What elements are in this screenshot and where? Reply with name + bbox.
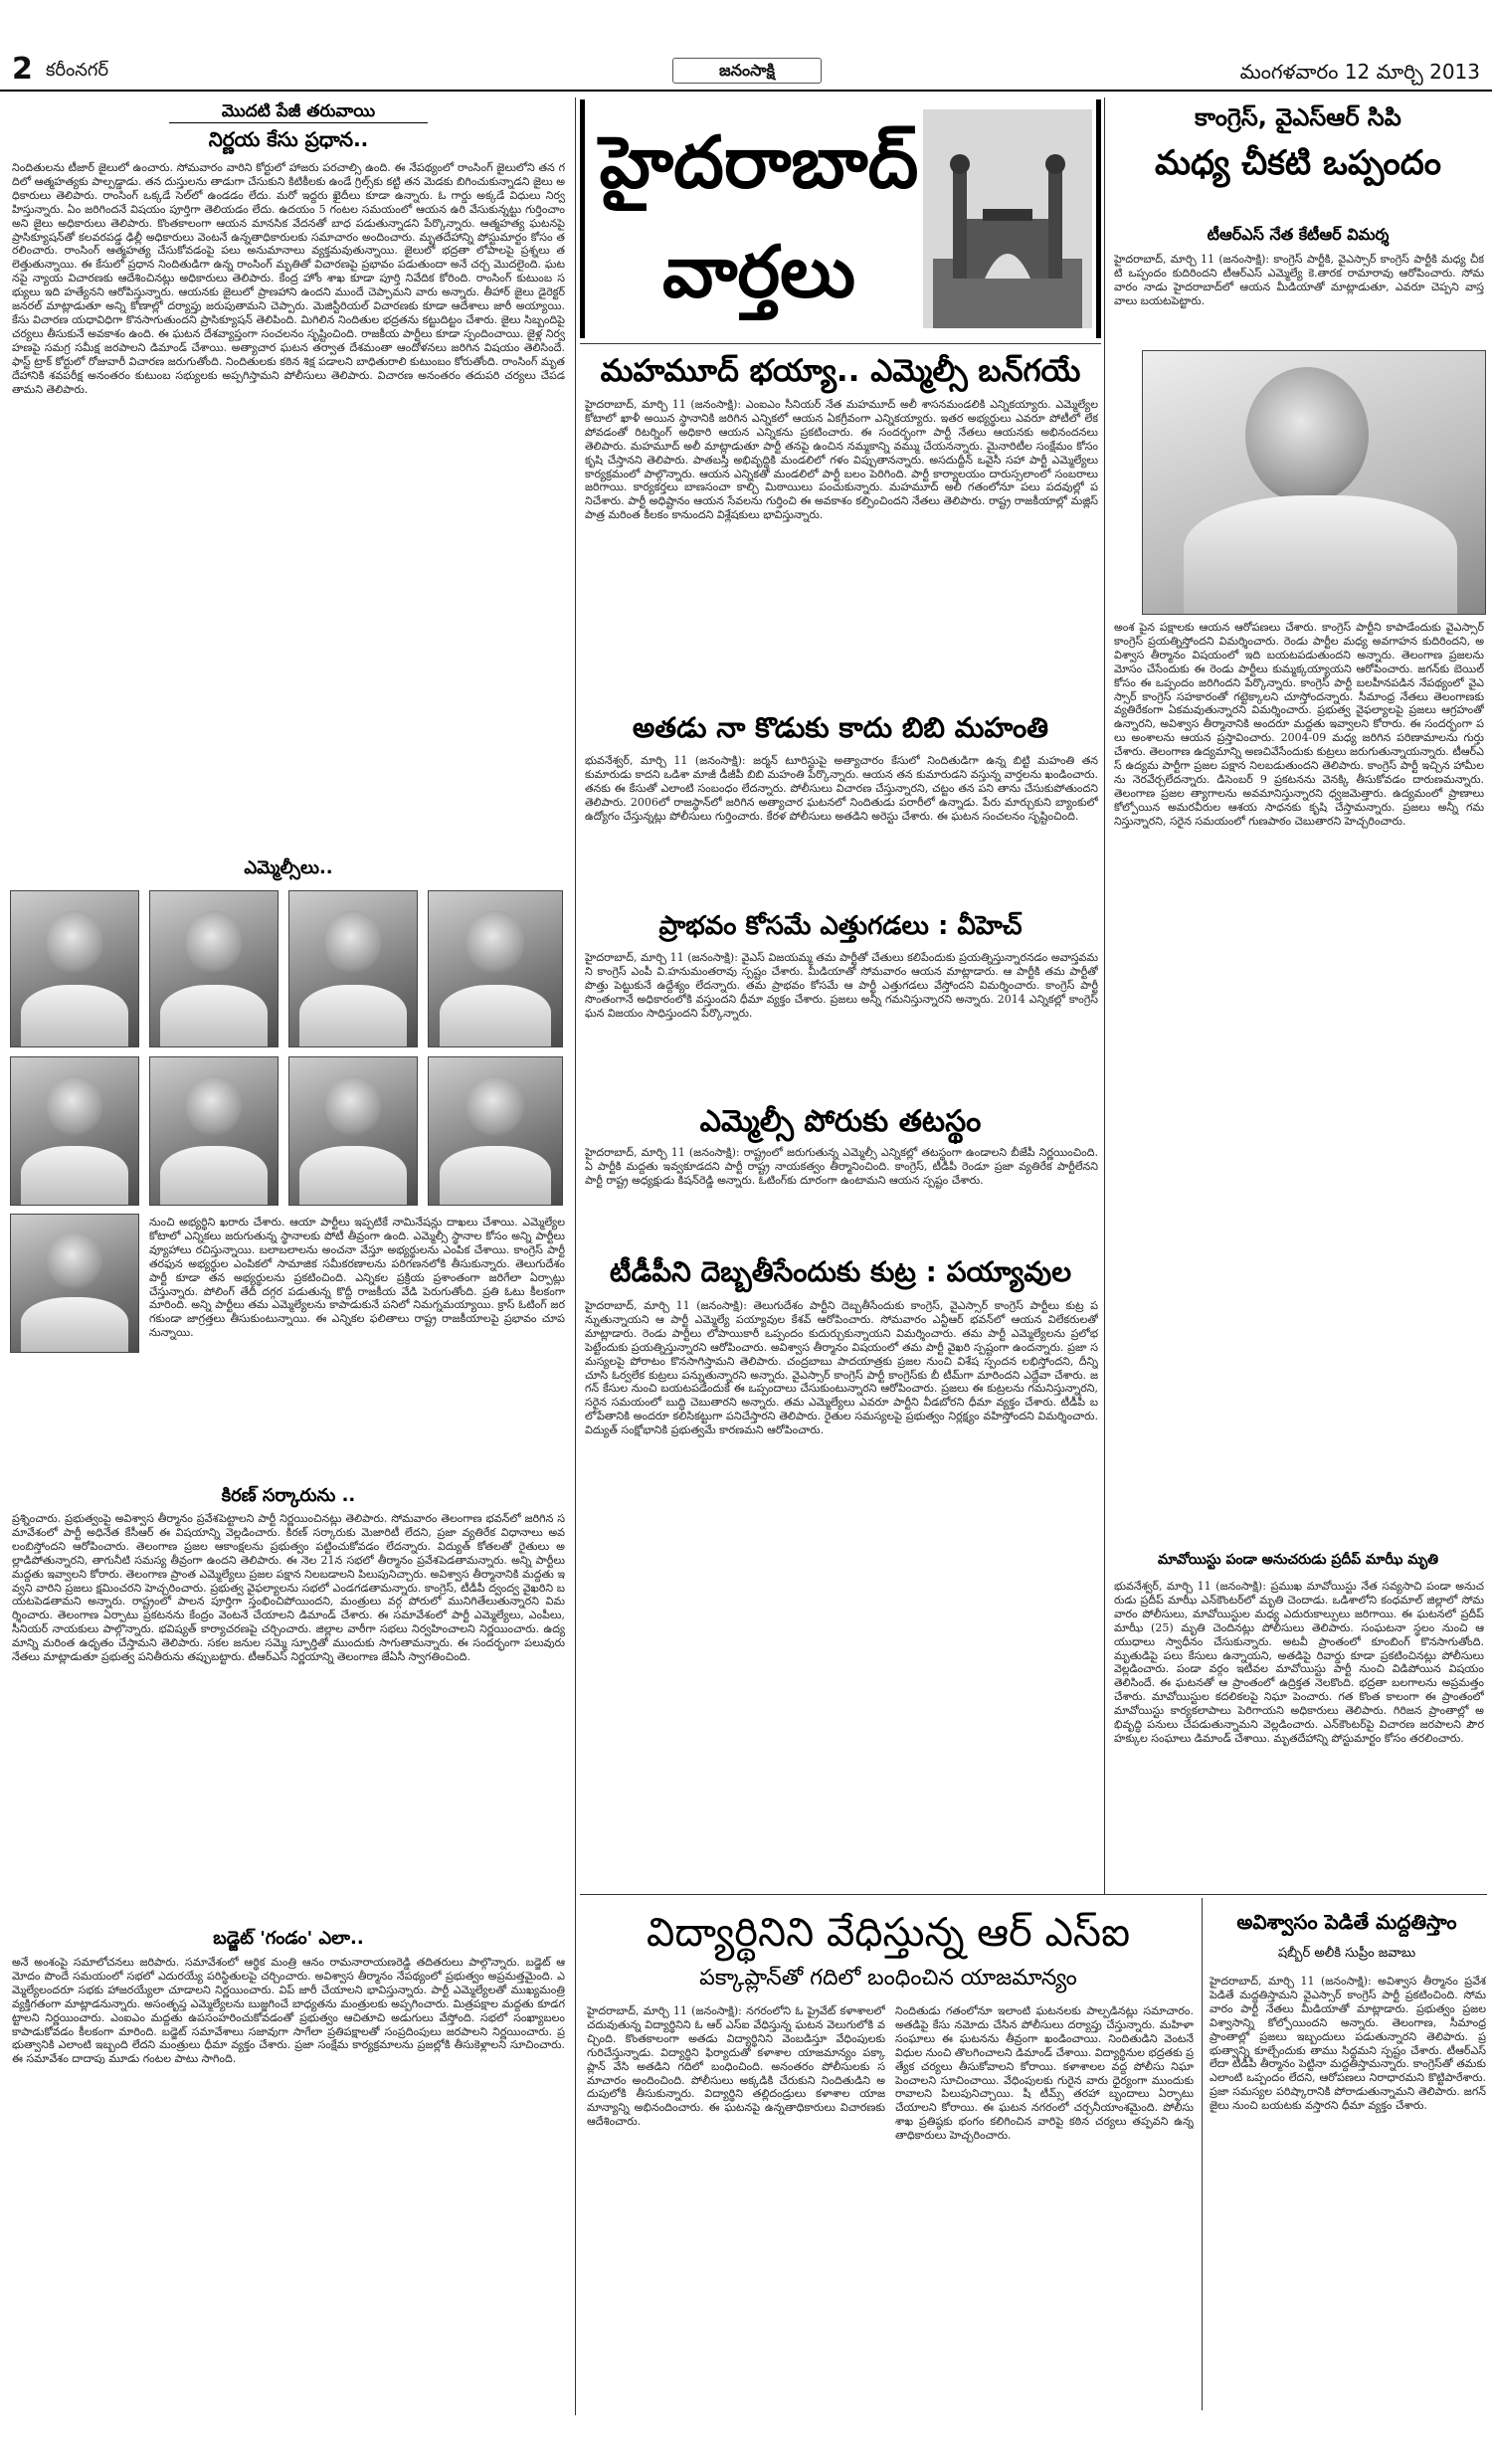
ktr-body: అంశ పైన పక్షాలకు ఆయన ఆరోపణలు చేశారు. కాంగ్రెస్ పార్టీని కాపాడేందుకు వైఎస్సార్ కాంగ్రెస్ ప్రయత్నిస్తోందని విమర్శించారు. రెండు పార్టీల మధ్య అవగాహన కుదిరిందని, అవిశ్వాస తీర్మానం విషయంలో ఇది బయటపడుతుందని అన్నారు. తెలంగాణ ప్రజలను మోసం చేసేందుకు ఈ రెండు పార్టీలు కుమ్మక్కయ్యాయని ఆరోపించారు. జగన్‌కు బెయిల్ కోసం ఈ ఒప్పందం జరిగిందని పేర్కొన్నారు. కాంగ్రెస్ పార్టీ బలహీనపడిన నేపథ్యంలో వైఎస్సార్ కాంగ్రెస్ సహకారంతో గట్టెక్కాలని చూస్తోందన్నారు. సీమాంధ్ర నేతలు తెలంగాణకు వ్యతిరేకంగా ఏకమవుతున్నారని విమర్శించారు. ప్రభుత్వ వైఫల్యాలపై ప్రజలు ఆగ్రహంతో ఉన్నారని, అవిశ్వాస తీర్మానానికి అందరూ మద్దతు ఇవ్వాలని కోరారు. ఈ సందర్భంగా పలు అంశాలను ఆయన ప్రస్తావించారు. 2004-09 మధ్య జరిగిన పరిణామాలను గుర్తు చేశారు. తెలంగాణ ఉద్యమాన్ని అణచివేసేందుకు కుట్రలు జరుగుతున్నాయన్నారు. టీఆర్ఎస్ ఉద్యమ పార్టీగా ప్రజల పక్షాన నిలబడుతుందని తెలిపారు. కాంగ్రెస్ పార్టీ ఇచ్చిన హామీలను నెరవేర్చలేదన్నారు. డిసెంబర్ 9 ప్రకటనను వెనక్కి తీసుకోవడం దారుణమన్నారు. తెలంగాణ ప్రజల త్యాగాలను అవమానిస్తున్నారని ధ్వజమెత్తారు. ఉద్యమంలో ప్రాణాలు కోల్పోయిన అమరవీరుల ఆశయ సాధనకు కృషి చేస్తామన్నారు. ప్రజలు అన్నీ గమనిస్తున్నారని, సరైన సమయంలో గుణపాఠం చెబుతారని హెచ్చరించారు. [1114,621,1484,828]
headline-mahmood: మహమూద్ భయ్యా.. ఎమ్మెల్సీ బన్‌గయే [600,353,1081,389]
subtitle-no-confidence: షబ్బీర్ అలీకి సుప్రీం జవాబు [1277,1946,1416,1961]
headline-maoist: మావోయిస్టు పండా అనుచరుడు ప్రదీప్ మాఝీ మృతి [1157,1552,1439,1568]
body-payyavula: హైదరాబాద్, మార్చి 11 (జనంసాక్షి): తెలుగుదేశం పార్టీని దెబ్బతీసేందుకు కాంగ్రెస్, వైఎస్సార్ కాంగ్రెస్ పార్టీలు కుట్ర పన్నుతున్నాయని ఆ పార్టీ ఎమ్మెల్యే పయ్యావుల కేశవ్ ఆరోపించారు. సోమవారం ఎన్టీఆర్ భవన్‌లో ఆయన విలేకరులతో మాట్లాడారు. రెండు పార్టీలు లోపాయికారీ ఒప్పందం కుదుర్చుకున్నాయని విమర్శించారు. తమ పార్టీ ఎమ్మెల్యేలను ప్రలోభపెట్టేందుకు ప్రయత్నిస్తున్నారని ఆరోపించారు. అవిశ్వాస తీర్మానం విషయంలో తమ పార్టీ వైఖరి స్పష్టంగా ఉందన్నారు. ప్రజా సమస్యలపై పోరాటం కొనసాగిస్తామని తెలిపారు. చంద్రబాబు పాదయాత్రకు ప్రజల నుంచి విశేష స్పందన లభిస్తోందని, దీన్ని చూసి ఓర్వలేక కుట్రలు పన్నుతున్నారని అన్నారు. వైఎస్సార్ కాంగ్రెస్ పార్టీ కాంగ్రెస్‌కు బీ టీమ్‌గా మారిందని ఎద్దేవా చేశారు. జగన్ కేసుల నుంచి బయటపడేందుకే ఈ ఒప్పందాలు చేసుకుంటున్నారని ఆరోపించారు. ప్రజలు ఈ కుట్రలను గమనిస్తున్నారని, సరైన సమయంలో బుద్ధి చెబుతారని అన్నారు. తమ ఎమ్మెల్యేలు ఎవరూ పార్టీని వీడబోరని ధీమా వ్యక్తం చేశారు. టీడీపీ బలోపేతానికి అందరూ కలిసికట్టుగా పనిచేస్తారని తెలిపారు. రైతుల సమస్యలపై ప్రభుత్వం నిర్లక్ష్యం వహిస్తోందని విమర్శించారు. విద్యుత్ సంక్షోభానికి ప్రభుత్వమే కారణమని ఆరోపించారు. [585,1299,1098,1437]
body-rsi-a: హైదరాబాద్, మార్చి 11 (జనంసాక్షి): నగరంలోని ఓ ప్రైవేట్ కళాశాలలో చదువుతున్న విద్యార్థినిని ఓ ఆర్ ఎస్ఐ వేధిస్తున్న ఘటన వెలుగులోకి వచ్చింది. కొంతకాలంగా అతడు విద్యార్థినిని వెంబడిస్తూ వేధింపులకు గురిచేస్తున్నాడు. విద్యార్థిని ఫిర్యాదుతో కళాశాల యాజమాన్యం పక్కా ప్లాన్ వేసి అతడిని గదిలో బంధించింది. అనంతరం పోలీసులకు సమాచారం అందించింది. పోలీసులు అక్కడికి చేరుకుని నిందితుడిని అదుపులోకి తీసుకున్నారు. విద్యార్థిని తల్లిదండ్రులు కళాశాల యాజమాన్యాన్ని అభినందించారు. ఈ ఘటనపై ఉన్నతాధికారులు విచారణకు ఆదేశించారు. [587,2004,885,2129]
body-maoist: భువనేశ్వర్, మార్చి 11 (జనంసాక్షి): ప్రముఖ మావోయిస్టు నేత సవ్యసాచి పండా అనుచరుడు ప్రదీప్ మాఝీ ఎన్‌కౌంటర్‌లో మృతి చెందాడు. ఒడిశాలోని కంధమాల్ జిల్లాలో సోమవారం పోలీసులు, మావోయిస్టుల మధ్య ఎదురుకాల్పులు జరిగాయి. ఈ ఘటనలో ప్రదీప్ మాఝీ (25) మృతి చెందినట్లు పోలీసులు తెలిపారు. సంఘటనా స్థలం నుంచి ఆయుధాలు స్వాధీనం చేసుకున్నారు. అటవీ ప్రాంతంలో కూంబింగ్ కొనసాగుతోంది. మృతుడిపై పలు కేసులు ఉన్నాయని, అతడిపై రివార్డు కూడా ప్రకటించినట్లు పోలీసులు వెల్లడించారు. పండా వర్గం ఇటీవల మావోయిస్టు పార్టీ నుంచి విడిపోయిన విషయం తెలిసిందే. ఈ ఘటనతో ఆ ప్రాంతంలో ఉద్రిక్తత నెలకొంది. భద్రతా బలగాలను అప్రమత్తం చేశారు. మావోయిస్టుల కదలికలపై నిఘా పెంచారు. గత కొంత కాలంగా ఈ ప్రాంతంలో మావోయిస్టు కార్యకలాపాలు పెరిగాయని అధికారులు తెలిపారు. గిరిజన ప్రాంతాల్లో అభివృద్ధి పనులు చేపడుతున్నామని వెల్లడించారు. ఎన్‌కౌంటర్‌పై విచారణ జరపాలని పౌర హక్కుల సంఘాలు డిమాండ్ చేశాయి. మృతదేహాన్ని పోస్టుమార్టం కోసం తరలించారు. [1114,1580,1484,1745]
headline-payyavula: టీడీపీని దెబ్బతీసేందుకు కుట్ర : పయ్యావుల [609,1255,1072,1288]
headline-vh: ప్రాభవం కోసమే ఎత్తుగడలు : వీహెచ్ [658,911,1023,941]
kiran-body: ప్రశ్నించారు. ప్రభుత్వంపై అవిశ్వాస తీర్మానం ప్రవేశపెట్టాలని పార్టీ నిర్ణయించినట్లు తెలిపారు. సోమవారం తెలంగాణ భవన్‌లో జరిగిన సమావేశంలో పార్టీ అధినేత కేసీఆర్ ఈ విషయాన్ని వెల్లడించారు. కిరణ్ సర్కారుకు మెజారిటీ లేదని, ప్రజా వ్యతిరేక విధానాలు అవలంబిస్తోందని ఆరోపించారు. తెలంగాణ ప్రజల ఆకాంక్షలను ప్రభుత్వం పట్టించుకోవడం లేదన్నారు. విద్యుత్ కోతలతో రైతులు అల్లాడిపోతున్నారని, తాగునీటి సమస్య తీవ్రంగా ఉందని తెలిపారు. ఈ నెల 21న సభలో తీర్మానం ప్రవేశపెడతామన్నారు. అన్ని పార్టీలు మద్దతు ఇవ్వాలని కోరారు. తెలంగాణ ప్రాంత ఎమ్మెల్యేలు ప్రజల పక్షాన నిలబడాలని పిలుపునిచ్చారు. అవిశ్వాస తీర్మానానికి మద్దతు ఇవ్వని వారిని ప్రజలు క్షమించరని హెచ్చరించారు. ప్రభుత్వ వైఫల్యాలను సభలో ఎండగడతామన్నారు. కాంగ్రెస్, టీడీపీ ద్వంద్వ వైఖరిని బయటపెడతామని అన్నారు. రాష్ట్రంలో పాలన పూర్తిగా స్తంభించిపోయిందని, మంత్రులు వర్గ పోరులో మునిగితేలుతున్నారని విమర్శించారు. తెలంగాణ ఏర్పాటు ప్రకటనను కేంద్రం వెంటనే చేయాలని డిమాండ్ చేశారు. ఈ సమావేశంలో పార్టీ ఎమ్మెల్యేలు, ఎంపీలు, సీనియర్ నాయకులు పాల్గొన్నారు. భవిష్యత్ కార్యాచరణపై చర్చించారు. జిల్లాల వారీగా సభలు నిర్వహించాలని నిర్ణయించారు. ఉద్యమాన్ని మరింత ఉధృతం చేస్తామని తెలిపారు. సకల జనుల సమ్మె స్ఫూర్తితో ముందుకు సాగుతామన్నారు. ఈ సందర్భంగా పలువురు నేతలు మాట్లాడుతూ ప్రభుత్వ పనితీరును తప్పుబట్టారు. టీఆర్ఎస్ నిర్ణయాన్ని తెలంగాణ జేఏసీ స్వాగతించింది. [12,1512,565,1664]
ktr-title-top: కాంగ్రెస్, వైఎస్ఆర్ సిపి [1195,103,1401,131]
edition-name: కరీంనగర్ [46,60,108,81]
continuation-kicker: మొదటి పేజీ తరువాయి [169,101,428,123]
charminar-image [923,109,1092,328]
bottom-rule [580,1894,1487,1895]
ktr-title-main: మధ్య చీకటి ఒప్పందం [1154,143,1442,183]
body-vh: హైదరాబాద్, మార్చి 11 (జనంసాక్షి): వైఎస్ విజయమ్మ తమ పార్టీతో చేతులు కలిపేందుకు ప్రయత్నిస్తున్నారనడం అవాస్తవమని కాంగ్రెస్ ఎంపీ వి.హనుమంతరావు స్పష్టం చేశారు. మీడియాతో సోమవారం ఆయన మాట్లాడారు. ఆ పార్టీకి తమ పార్టీతో పొత్తు పెట్టుకునే ఉద్దేశ్యం లేదన్నారు. తమ ప్రాభవం కోసమే ఆ పార్టీ ఎత్తుగడలు వేస్తోందని విమర్శించారు. కాంగ్రెస్ పార్టీ సొంతంగానే అధికారంలోకి వస్తుందని ధీమా వ్యక్తం చేశారు. ప్రజలు అన్నీ గమనిస్తున్నారని అన్నారు. 2014 ఎన్నికల్లో కాంగ్రెస్ ఘన విజయం సాధిస్తుందని పేర్కొన్నారు. [585,951,1098,1020]
column-divider [575,97,576,2415]
banner-title-1: హైదరాబాద్ [599,120,919,204]
header-rule [0,90,1492,92]
body-mlc-neutral: హైదరాబాద్, మార్చి 11 (జనంసాక్షి): రాష్ట్రంలో జరుగుతున్న ఎమ్మెల్సీ ఎన్నికల్లో తటస్థంగా ఉండాలని బీజేపీ నిర్ణయించింది. ఏ పార్టీకి మద్దతు ఇవ్వకూడదని పార్టీ రాష్ట్ర నాయకత్వం తీర్మానించింది. కాంగ్రెస్, టీడీపీ రెండూ ప్రజా వ్యతిరేక పార్టీలేనని పార్టీ రాష్ట్ర అధ్యక్షుడు కిషన్‌రెడ్డి అన్నారు. ఓటింగ్‌కు దూరంగా ఉంటామని ఆయన స్పష్టం చేశారు. [585,1146,1098,1187]
mlc-photo-6 [149,1056,279,1206]
page-header [0,52,1492,92]
kiran-title: కిరణ్ సర్కారును .. [221,1485,356,1506]
article-title-case: నిర్ణయ కేసు ప్రధాన.. [208,127,369,151]
body-no-confidence: హైదరాబాద్, మార్చి 11 (జనంసాక్షి): అవిశ్వాస తీర్మానం ప్రవేశపెడితే మద్దతిస్తామని వైఎస్సార్ కాంగ్రెస్ పార్టీ ప్రకటించింది. సోమవారం పార్టీ నేతలు మీడియాతో మాట్లాడారు. ప్రభుత్వం ప్రజల విశ్వాసాన్ని కోల్పోయిందని అన్నారు. తెలంగాణ, సీమాంధ్ర ప్రాంతాల్లో ప్రజలు ఇబ్బందులు పడుతున్నారని తెలిపారు. ప్రభుత్వాన్ని కూల్చేందుకు తాము సిద్ధమని స్పష్టం చేశారు. టీఆర్ఎస్ లేదా టీడీపీ తీర్మానం పెట్టినా మద్దతిస్తామన్నారు. కాంగ్రెస్‌తో తమకు ఎలాంటి ఒప్పందం లేదని, ఆరోపణలు నిరాధారమని కొట్టిపారేశారు. ప్రజా సమస్యల పరిష్కారానికి పోరాడుతున్నామని తెలిపారు. జగన్ జైలు నుంచి బయటకు వస్తారని ధీమా వ్యక్తం చేశారు. [1210,1975,1486,2113]
banner-rule [580,343,1101,344]
subtitle-rsi: పక్కాప్లాన్‌తో గదిలో బంధించిన యాజమాన్యం [699,1966,1077,1990]
mlc-photo-9 [10,1214,139,1353]
page-number: 2 [12,52,33,87]
budget-title: బడ్జెట్ 'గండం' ఎలా.. [213,1928,364,1949]
ktr-photo [1142,350,1486,615]
mlc-photo-2 [149,890,279,1047]
mlc-photo-8 [428,1056,563,1206]
mlc-photo-7 [288,1056,418,1206]
body-mahanti: భువనేశ్వర్, మార్చి 11 (జనంసాక్షి): జర్మన్ టూరిస్టుపై అత్యాచారం కేసులో నిందితుడిగా ఉన్న బిట్టి మహంతి తన కుమారుడు కాదని ఒడిశా మాజీ డీజీపీ బిబి మహంతి పేర్కొన్నారు. ఆయన తన కుమారుడని వస్తున్న వార్తలను ఖండించారు. తనకు ఈ కేసుతో ఎలాంటి సంబంధం లేదన్నారు. పోలీసులు విచారణ చేస్తున్నారని, చట్టం తన పని తాను చేసుకుపోతుందని తెలిపారు. 2006లో రాజస్థాన్‌లో జరిగిన అత్యాచార ఘటనలో నిందితుడు పరారీలో ఉన్నాడు. పేరు మార్చుకుని బ్యాంకులో ఉద్యోగం చేస్తున్నట్లు పోలీసులు గుర్తించారు. కేరళ పోలీసులు అతడిని అరెస్టు చేశారు. ఈ ఘటన సంచలనం సృష్టించింది. [585,754,1098,823]
body-rsi-b: నిందితుడు గతంలోనూ ఇలాంటి ఘటనలకు పాల్పడినట్లు సమాచారం. అతడిపై కేసు నమోదు చేసిన పోలీసులు దర్యాప్తు చేస్తున్నారు. మహిళా సంఘాలు ఈ ఘటనను తీవ్రంగా ఖండించాయి. నిందితుడిని వెంటనే విధుల నుంచి తొలగించాలని డిమాండ్ చేశాయి. విద్యార్థినుల భద్రతకు ప్రత్యేక చర్యలు తీసుకోవాలని కోరాయి. కళాశాలల వద్ద పోలీసు నిఘా పెంచాలని సూచించాయి. వేధింపులకు గురైన వారు ధైర్యంగా ముందుకు రావాలని పిలుపునిచ్చాయి. షీ టీమ్స్ తరహా బృందాలు ఏర్పాటు చేయాలని కోరాయి. ఈ ఘటన నగరంలో చర్చనీయాంశమైంది. పోలీసు శాఖ ప్రతిష్ఠకు భంగం కలిగించిన వారిపై కఠిన చర్యలు తప్పవని ఉన్నతాధికారులు హెచ్చరించారు. [895,2004,1194,2143]
budget-body: అనే అంశంపై సమాలోచనలు జరిపారు. సమావేశంలో ఆర్థిక మంత్రి ఆనం రామనారాయణరెడ్డి తదితరులు పాల్గొన్నారు. బడ్జెట్ ఆమోదం పొందే సమయంలో సభలో ఎదురయ్యే పరిస్థితులపై చర్చించారు. అవిశ్వాస తీర్మానం నేపథ్యంలో ప్రభుత్వం అప్రమత్తమైంది. ఎమ్మెల్యేలందరూ సభకు హాజరయ్యేలా చూడాలని నిర్ణయించారు. విప్ జారీ చేయాలని భావిస్తున్నారు. పార్టీ ఎమ్మెల్యేలతో ముఖ్యమంత్రి వ్యక్తిగతంగా మాట్లాడనున్నారు. అసంతృప్త ఎమ్మెల్యేలను బుజ్జగించే బాధ్యతను మంత్రులకు అప్పగించారు. మిత్రపక్షాల మద్దతు కూడగట్టాలని నిర్ణయించారు. ఎంఐఎం మద్దతు ఉపసంహరించుకోవడంతో ప్రభుత్వం ఆచితూచి అడుగులు వేస్తోంది. సభలో సంఖ్యాబలం కాపాడుకోవడం కీలకంగా మారింది. బడ్జెట్ సమావేశాలు సజావుగా సాగేలా ప్రతిపక్షాలతో సంప్రదింపులు జరపాలని నిర్ణయించారు. ప్రభుత్వానికి ఎలాంటి ఇబ్బంది లేదని మంత్రులు ధీమా వ్యక్తం చేశారు. ప్రజా సంక్షేమ కార్యక్రమాలను ప్రజల్లోకి తీసుకెళ్లాలని సూచించారు. ఈ సమావేశం దాదాపు మూడు గంటల పాటు సాగింది. [12,1956,565,2066]
ktr-lead: హైదరాబాద్, మార్చి 11 (జనంసాక్షి): కాంగ్రెస్ పార్టీకి, వైఎస్సార్ కాంగ్రెస్ పార్టీకి మధ్య చీకటి ఒప్పందం కుదిరిందని టీఆర్ఎస్ ఎమ్మెల్యే కె.తారక రామారావు ఆరోపించారు. సోమవారం నాడు హైదరాబాద్‌లో ఆయన మీడియాతో మాట్లాడుతూ, ఎవరూ చెప్పని వాస్తవాలు బయటపెట్టారు. [1114,253,1484,307]
mlc-section-label: ఎమ్మెల్సీలు.. [244,857,333,878]
headline-rsi: విద్యార్థినిని వేధిస్తున్న ఆర్ ఎస్ఐ [646,1910,1131,1956]
banner-title-2: వార్తలు [661,230,856,313]
ktr-subtitle: టీఆర్ఎస్ నేత కేటీఆర్ విమర్శ [1207,225,1390,244]
headline-mlc-neutral: ఎమ్మెల్సీ పోరుకు తటస్థం [699,1104,982,1139]
issue-date: మంగళవారం 12 మార్చి 2013 [1239,60,1480,84]
body-mahmood: హైదరాబాద్, మార్చి 11 (జనంసాక్షి): ఎంఐఎం సీనియర్ నేత మహమూద్ అలీ శాసనమండలికి ఎన్నికయ్యారు. ఎమ్మెల్యేల కోటాలో ఖాళీ అయిన స్థానానికి జరిగిన ఎన్నికలో ఆయన ఏకగ్రీవంగా ఎన్నికయ్యారు. ఇతర అభ్యర్థులు ఎవరూ పోటీలో లేకపోవడంతో రిటర్నింగ్ అధికారి ఆయన ఎన్నికను ప్రకటించారు. ఈ సందర్భంగా పార్టీ నేతలు ఆయనకు అభినందనలు తెలిపారు. మహమూద్ అలీ మాట్లాడుతూ పార్టీ తనపై ఉంచిన నమ్మకాన్ని వమ్ము చేయనన్నారు. మైనారిటీల సంక్షేమం కోసం కృషి చేస్తానని తెలిపారు. పాతబస్తీ అభివృద్ధికి మండలిలో గళం విప్పుతానన్నారు. అసదుద్దీన్ ఒవైసీ సహా పార్టీ ఎమ్మెల్యేలు కార్యక్రమంలో పాల్గొన్నారు. ఆయన ఎన్నికతో మండలిలో పార్టీ బలం పెరిగింది. పార్టీ కార్యాలయం దారుస్సలాంలో సంబరాలు జరిగాయి. కార్యకర్తలు బాణసంచా కాల్చి మిఠాయిలు పంచుకున్నారు. మహమూద్ అలీ గతంలోనూ పలు పదవుల్లో పనిచేశారు. పార్టీ అధిష్టానం ఆయన సేవలను గుర్తించి ఈ అవకాశం కల్పించిందని నేతలు తెలిపారు. రాష్ట్ర రాజకీయాల్లో మజ్లిస్ పాత్ర మరింత కీలకం కానుందని విశ్లేషకులు భావిస్తున్నారు. [585,398,1098,522]
article-body-case: నిందితులను టీజార్ జైలులో ఉంచారు. సోమవారం వారిని కోర్టులో హాజరు పరచాల్సి ఉంది. ఈ నేపథ్యంలో రాంసింగ్ జైలులోని తన గదిలో ఆత్మహత్యకు పాల్పడ్డాడు. తన దుస్తులను తాడుగా చేసుకుని కిటికీలకు ఉండే గ్రిల్స్‌కు కట్టి తన మెడకు బిగించుకున్నాడని జైలు అధికారులు తెలిపారు. రాంసింగ్ ఒక్కడే సెల్‌లో ఉండడం లేదు. మరో ఇద్దరు ఖైదీలు కూడా ఉన్నారు. ఓ గార్డు అక్కడే విధులు నిర్వహిస్తున్నారు. ఏం జరిగిందనే విషయం పూర్తిగా తెలియడం లేదు. ఉదయం 5 గంటల సమయంలో ఆయన ఉరి వేసుకున్నట్టు గుర్తించాం అని జైలు అధికారులు తెలిపారు. కొంతకాలంగా ఆయన మానసిక వేదనతో బాధ పడుతున్నాడని పేర్కొన్నారు. ఆత్మహత్య ఘటనపై ప్రాసిక్యూషన్‌తో కలవరపడ్డ ఢిల్లీ అధికారులు వెంటనే ఉన్నతాధికారులకు సమాచారం అందించారు. మృతదేహాన్ని పోస్టుమార్టం కోసం తరలించారు. రాంసింగ్ ఆత్మహత్య చేసుకోవడంపై పలు అనుమానాలు వ్యక్తమవుతున్నాయి. జైలులో భద్రతా లోపాలపై ప్రశ్నలు తలెత్తుతున్నాయి. ఈ కేసులో ప్రధాన నిందితుడిగా ఉన్న రాంసింగ్ మృతితో విచారణపై ప్రభావం పడుతుందా అనే చర్చ మొదలైంది. ఘటనపై న్యాయ విచారణకు ఆదేశించినట్లు అధికారులు తెలిపారు. కేంద్ర హోం శాఖ కూడా పూర్తి నివేదిక కోరింది. రాంసింగ్ కుటుంబ సభ్యులు ఇది హత్యేనని ఆరోపిస్తున్నారు. ఆయనకు జైలులో ప్రాణహాని ఉందని ముందే చెప్పామని వారు అన్నారు. తీహార్ జైలు డైరెక్టర్ జనరల్ మాట్లాడుతూ అన్ని కోణాల్లో దర్యాప్తు జరుపుతామని చెప్పారు. మెజిస్టీరియల్ విచారణకు కూడా ఆదేశాలు జారీ అయ్యాయి. కేసు విచారణ యధావిధిగా కొనసాగుతుందని ప్రాసిక్యూషన్ తెలిపింది. మిగిలిన నిందితుల భద్రతను కట్టుదిట్టం చేశారు. జైలు సిబ్బందిపై చర్యలు తీసుకునే అవకాశం ఉంది. ఈ ఘటన దేశవ్యాప్తంగా సంచలనం సృష్టించింది. రాజకీయ పార్టీలు కూడా స్పందించాయి. జైళ్ల నిర్వహణపై సమగ్ర సమీక్ష జరపాలని డిమాండ్ చేశాయి. అత్యాచార ఘటన తర్వాత దేశమంతా ఆందోళనలు జరిగిన విషయం తెలిసిందే. ఫాస్ట్ ట్రాక్ కోర్టులో రోజువారీ విచారణ జరుగుతోంది. నిందితులకు కఠిన శిక్ష పడాలని బాధితురాలి కుటుంబం కోరుతోంది. రాంసింగ్ మృతదేహానికి శవపరీక్ష అనంతరం కుటుంబ సభ్యులకు అప్పగిస్తామని పోలీసులు తెలిపారు. విచారణ అనంతరం తదుపరి చర్యలు చేపడతామని తెలిపారు. [12,161,565,396]
column-divider-2 [1104,97,1105,1894]
mlc-photo-5 [10,1056,139,1206]
mlc-photo-4 [428,890,563,1047]
headline-no-confidence: అవిశ్వాసం పెడితే మద్దతిస్తాం [1236,1910,1457,1934]
hyderabad-banner [580,99,1101,338]
mlc-caption: నుంచి అభ్యర్థిని ఖరారు చేశారు. ఆయా పార్టీలు ఇప్పటికే నామినేషన్లు దాఖలు చేశాయి. ఎమ్మెల్యేల కోటాలో ఎన్నికలు జరుగుతున్న స్థానాలకు పోటీ తీవ్రంగా ఉంది. ఎమ్మెల్సీ స్థానాల కోసం అన్ని పార్టీలు వ్యూహాలు రచిస్తున్నాయి. బలాబలాలను అంచనా వేస్తూ అభ్యర్థులను ఎంపిక చేశాయి. కాంగ్రెస్ పార్టీ తరఫున అభ్యర్థుల ఎంపికలో సామాజిక సమీకరణాలను పరిగణనలోకి తీసుకున్నారు. తెలుగుదేశం పార్టీ కూడా తన అభ్యర్థులను ప్రకటించింది. ఎన్నికల ప్రక్రియ ప్రశాంతంగా జరిగేలా ఏర్పాట్లు చేస్తున్నారు. పోలింగ్ తేదీ దగ్గర పడుతున్న కొద్దీ రాజకీయ వేడి పెరుగుతోంది. ప్రతి ఓటు కీలకంగా మారింది. అన్ని పార్టీలు తమ ఎమ్మెల్యేలను కాపాడుకునే పనిలో నిమగ్నమయ్యాయి. క్రాస్ ఓటింగ్ జరగకుండా జాగ్రత్తలు తీసుకుంటున్నాయి. ఈ ఎన్నికల ఫలితాలు రాష్ట్ర రాజకీయాలపై ప్రభావం చూపనున్నాయి. [149,1216,565,1340]
column-divider-3 [1202,1898,1203,2410]
masthead-logo: జనంసాక్షి [672,58,822,84]
mlc-photo-1 [10,890,139,1047]
headline-mahanti: అతడు నా కొడుకు కాదు బిబి మహంతి [632,711,1049,744]
mlc-photo-3 [288,890,418,1047]
